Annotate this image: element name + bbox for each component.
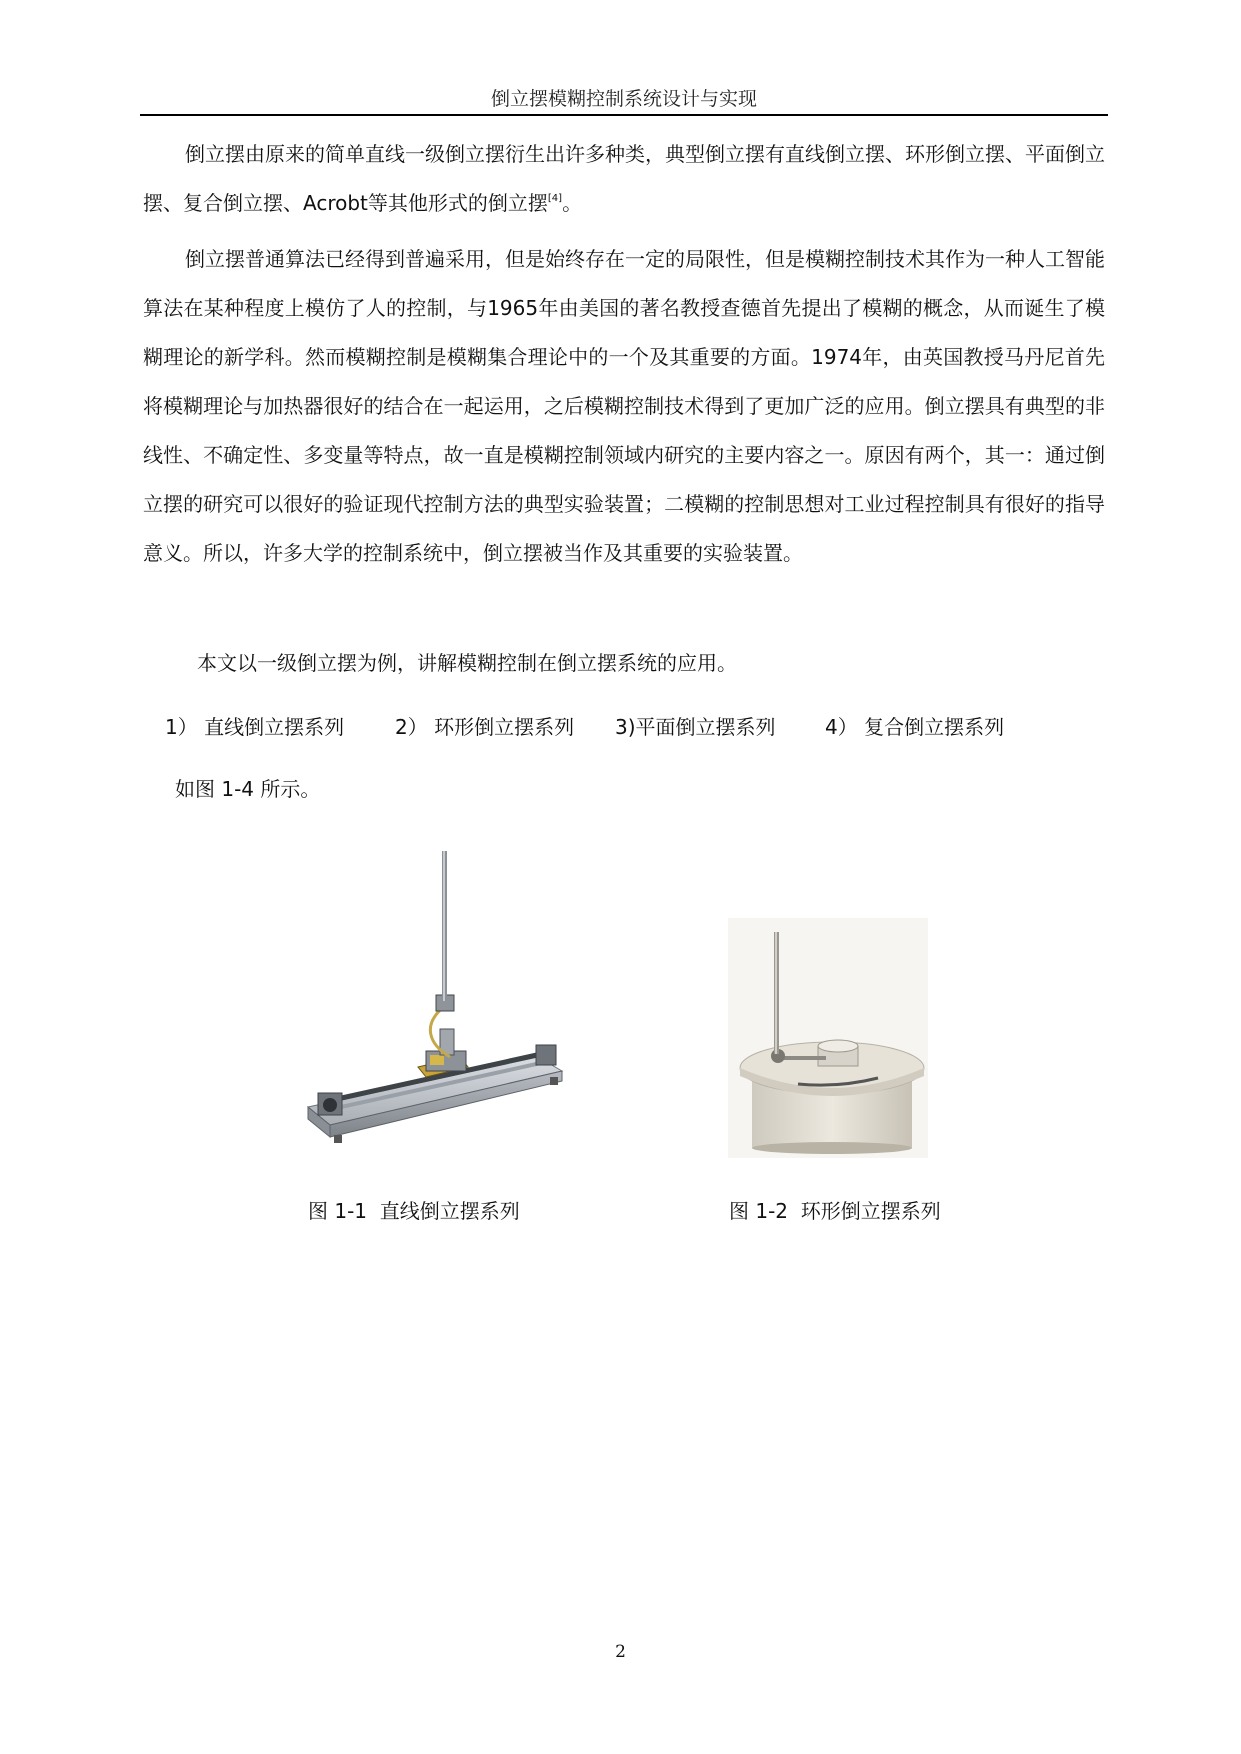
list-item-2: 2） 环形倒立摆系列 — [395, 715, 575, 739]
figure-linear-pendulum — [300, 845, 580, 1165]
figure-1-1-caption: 图 1-1 直线倒立摆系列 — [308, 1199, 520, 1223]
header-title: 倒立摆模糊控制系统设计与实现 — [490, 88, 757, 110]
paragraph-1-end: 。 — [562, 191, 583, 215]
list-item-4: 4） 复合倒立摆系列 — [825, 715, 1005, 739]
figure-reference: 如图 1-4 所示。 — [175, 777, 321, 801]
paragraph-3: 本文以一级倒立摆为例，讲解模糊控制在倒立摆系统的应用。 — [197, 651, 737, 675]
paragraph-1 — [143, 130, 1105, 228]
header-rule — [140, 114, 1108, 116]
list-item-3: 3)平面倒立摆系列 — [615, 715, 776, 739]
page-number: 2 — [615, 1642, 626, 1662]
paragraph-2: 倒立摆普通算法已经得到普遍采用，但是始终存在一定的局限性，但是模糊控制技术其作为一种人工智能算法在某种程度上模仿了人的控制，与1965年由美国的著名教授查德首先提出了模糊的概念，从而诞生了模糊理论的新学科。然而模糊控制是模糊集合理论中的一个及其重要的方面。1974年，由英国教授马丹尼首先将模糊理论与加热器很好的结合在一起运用，之后模糊控制技术得到了更加广泛的应用。倒立摆具有典型的非线性、不确定性、多变量等特点，故一直是模糊控制领域内研究的主要内容之一。原因有两个，其一：通过倒立摆的研究可以很好的验证现代控制方法的典型实验装置；二模糊的控制思想对工业过程控制具有很好的指导意义。所以，许多大学的控制系统中，倒立摆被当作及其重要的实验装置。 — [143, 247, 1105, 565]
paragraph-1-text: 倒立摆由原来的简单直线一级倒立摆衍生出许多种类，典型倒立摆有直线倒立摆、环形倒立摆、平面倒立摆、复合倒立摆、Acrobt等其他形式的倒立摆 — [143, 142, 1105, 215]
list-item-1: 1） 直线倒立摆系列 — [165, 715, 345, 739]
citation-ref: [4] — [547, 193, 563, 204]
figure-rotary-pendulum — [728, 918, 928, 1158]
figure-1-2-caption: 图 1-2 环形倒立摆系列 — [729, 1199, 941, 1223]
